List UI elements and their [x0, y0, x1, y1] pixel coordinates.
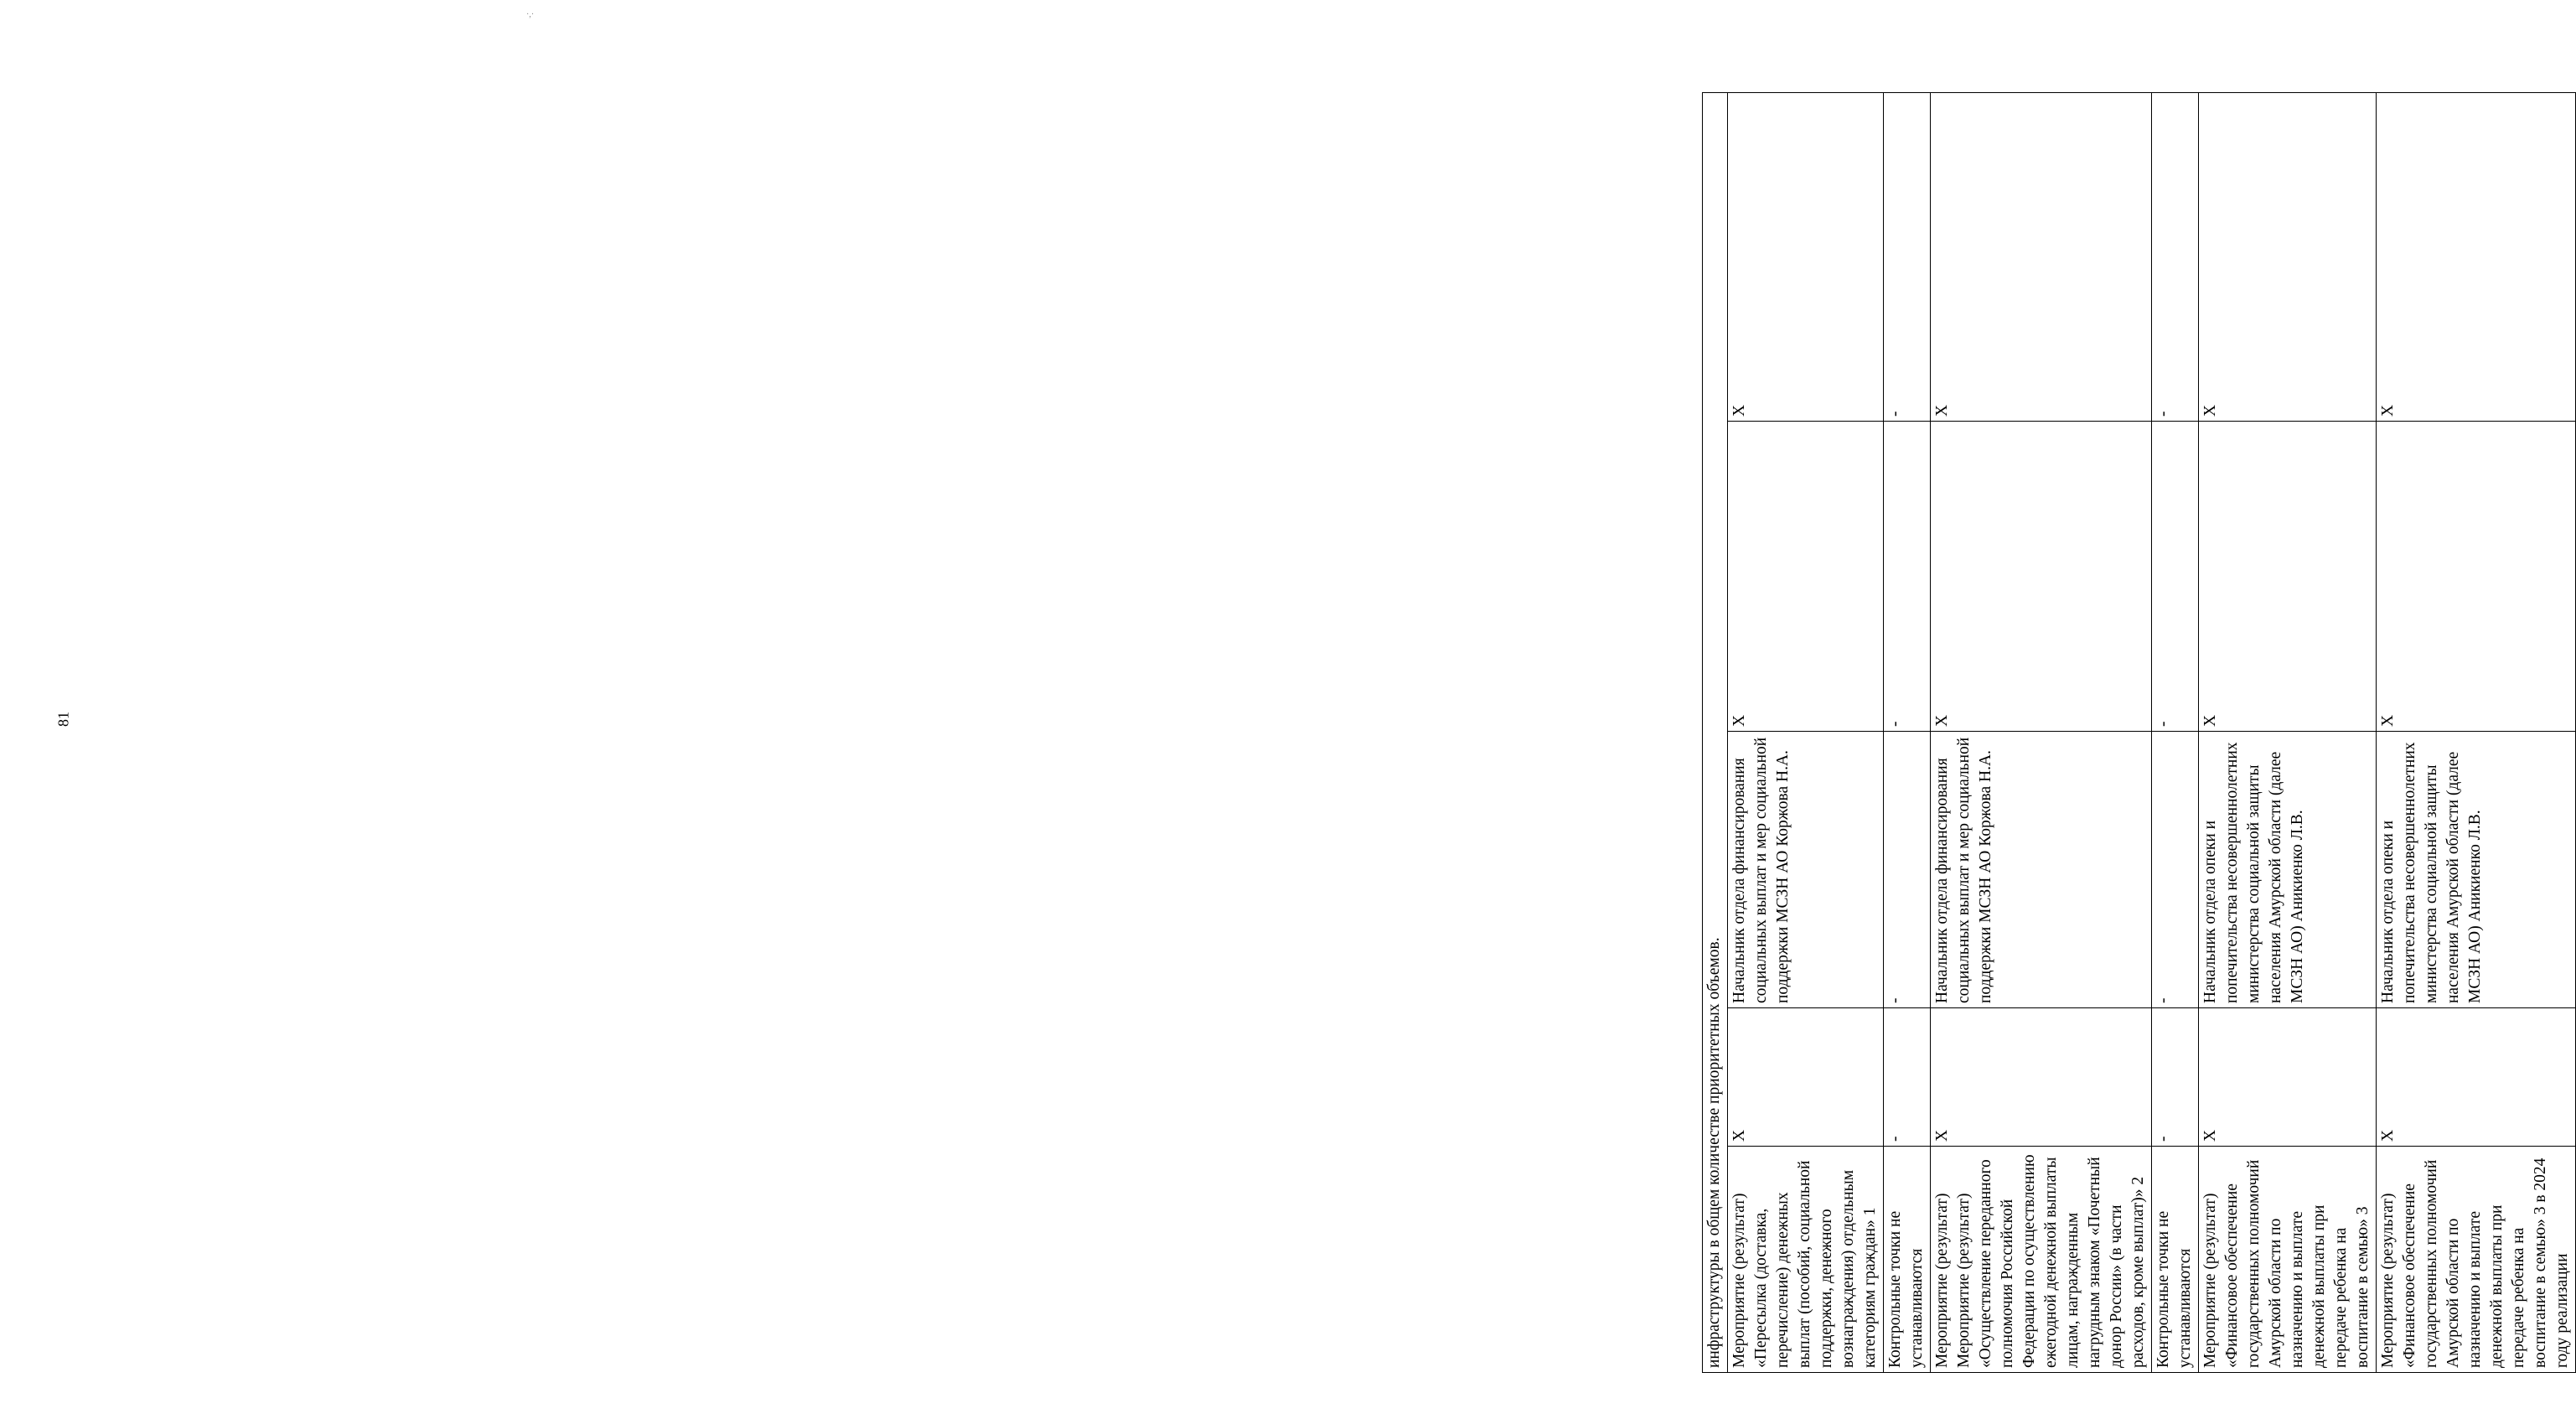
document-cell: -	[2152, 422, 2199, 732]
table-row	[2377, 92, 2576, 1372]
responsible-cell: -	[2152, 732, 2199, 1008]
document-cell: Х	[2199, 422, 2377, 732]
event-cell: Контрольные точки не устанавливаются	[2152, 1147, 2199, 1373]
system-cell: Х	[2199, 92, 2377, 421]
document-cell: Х	[1931, 422, 2152, 732]
table-header-text: инфраструктуры в общем количестве приоритетных объемов.	[1703, 92, 1728, 1372]
control-points-table	[1702, 92, 2576, 1373]
event-cell: Мероприятие (результат) Мероприятие (результат) «Осуществление переданного полномочия Российской Федерации по осуществлению ежегодной денежной выплаты лицам, награжденным нагрудным знаком «Почетный донор России» (в части расходов, кроме выплат)» 2	[1931, 1147, 2152, 1373]
system-cell: -	[2152, 92, 2199, 421]
table-row	[1931, 92, 2152, 1372]
document-cell: Х	[2377, 422, 2576, 732]
date-cell: Х	[2377, 1008, 2576, 1147]
table-row	[1728, 92, 1884, 1372]
responsible-cell: Начальник отдела опеки и попечительства несовершеннолетних министерства социальной защиты населения Амурской области (далее МСЗН АО) Аникиенко Л.В.	[2377, 732, 2576, 1008]
event-cell: Контрольные точки не устанавливаются	[1884, 1147, 1931, 1373]
responsible-cell: -	[1884, 732, 1931, 1008]
system-cell: Х	[1728, 92, 1884, 421]
table-header-row	[1703, 92, 1728, 1372]
date-cell: -	[1884, 1008, 1931, 1147]
table-row	[1884, 92, 1931, 1372]
document-cell: Х	[1728, 422, 1884, 732]
document-cell: -	[1884, 422, 1931, 732]
scan-artifact-mark: ·,·	[526, 10, 535, 19]
rotated-table-container	[1702, 93, 2571, 1373]
system-cell: -	[1884, 92, 1931, 421]
responsible-cell: Начальник отдела финансирования социальных выплат и мер социальной поддержки МСЗН АО Коржова Н.А.	[1931, 732, 2152, 1008]
responsible-cell: Начальник отдела опеки и попечительства несовершеннолетних министерства социальной защиты населения Амурской области (далее МСЗН АО) Аникиенко Л.В.	[2199, 732, 2377, 1008]
system-cell: Х	[1931, 92, 2152, 421]
date-cell: Х	[2199, 1008, 2377, 1147]
event-cell: Мероприятие (результат) «Пересылка (доставка, перечисление) денежных выплат (пособий, социальной поддержки, денежного вознаграждения) отдельным категориям граждан» 1	[1728, 1147, 1884, 1373]
responsible-cell: Начальник отдела финансирования социальных выплат и мер социальной поддержки МСЗН АО Коржова Н.А.	[1728, 732, 1884, 1008]
date-cell: Х	[1931, 1008, 2152, 1147]
system-cell: Х	[2377, 92, 2576, 421]
table-row	[2152, 92, 2199, 1372]
date-cell: Х	[1728, 1008, 1884, 1147]
date-cell: -	[2152, 1008, 2199, 1147]
event-cell: Мероприятие (результат) «Финансовое обеспечение государственных полномочий Амурской области по назначению и выплате денежной выплаты при передаче ребенка на воспитание в семью» 3 в 2024 году реализации	[2377, 1147, 2576, 1373]
event-cell: Мероприятие (результат) «Финансовое обеспечение государственных полномочий Амурской области по назначению и выплате денежной выплаты при передаче ребенка на воспитание в семью» 3	[2199, 1147, 2377, 1373]
page-number: 81	[54, 712, 72, 727]
table-row	[2199, 92, 2377, 1372]
